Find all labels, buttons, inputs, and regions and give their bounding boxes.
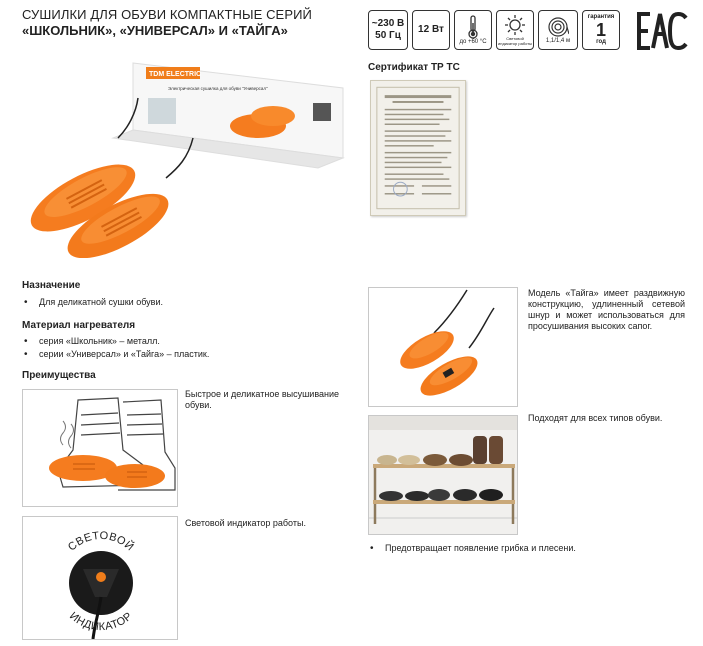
temperature-value: до +60 °С	[459, 38, 487, 45]
brand-text: TDM ELECTRIC	[149, 71, 202, 78]
warranty-value: 1	[595, 20, 606, 40]
material-heading: Материал нагревателя	[22, 320, 136, 331]
svg-text:СВЕТОВОЙ	[66, 530, 137, 554]
title-line-2: «ШКОЛЬНИК», «УНИВЕРСАЛ» И «ТАЙГА»	[22, 23, 288, 38]
thermometer-icon	[466, 15, 480, 39]
material-item: • серии «Универсал» и «Тайга» – пластик.	[22, 348, 209, 361]
cord-coil-icon	[547, 16, 569, 38]
material-item: • серия «Школьник» – металл.	[22, 335, 209, 348]
cord-value: 1,1/1,4 м	[545, 37, 571, 44]
product-box-image	[18, 58, 348, 258]
eac-logo	[636, 12, 688, 50]
warranty-label: гарантия	[587, 14, 615, 20]
indicator-label-top: СВЕТОВОЙ	[65, 529, 137, 554]
taiga-model-image	[368, 287, 518, 407]
temperature-spec	[454, 10, 492, 50]
fast-drying-caption: Быстрое и деликатное высушивание обуви.	[185, 389, 340, 410]
indicator-label-bottom: ИНДИКАТОР	[67, 609, 135, 634]
boots-illustration	[23, 390, 178, 507]
indicator-image	[22, 516, 178, 640]
purpose-list	[22, 296, 163, 309]
purpose-heading: Назначение	[22, 280, 81, 291]
all-shoes-caption: Подходят для всех типов обуви.	[528, 413, 663, 423]
indicator-caption: Световой индикатор работы.	[185, 518, 306, 528]
purpose-item: • Для деликатной сушки обуви.	[22, 296, 163, 309]
taiga-description: Модель «Тайга» имеет раздвижную конструкцию, удлиненный сетевой шнур и может использоваться для просушивания высоких сапог.	[528, 288, 685, 331]
title-line-1: СУШИЛКИ ДЛЯ ОБУВИ КОМПАКТНЫЕ СЕРИЙ	[22, 7, 312, 22]
fungus-list	[368, 542, 576, 555]
frequency-value: 50 Гц	[375, 30, 401, 41]
advantages-heading: Преимущества	[22, 370, 96, 381]
certificate-image	[370, 80, 466, 216]
shoe-rack-image	[368, 415, 518, 535]
light-indicator-icon	[504, 14, 526, 36]
voltage-spec	[368, 10, 408, 50]
box-caption: Электрическая сушилка для обуви "Универсал"	[168, 86, 268, 91]
boots-drying-image	[22, 389, 178, 507]
warranty-spec	[582, 10, 620, 50]
power-spec	[412, 10, 450, 50]
warranty-unit: год	[596, 39, 606, 45]
voltage-value: ~230 В	[371, 18, 405, 29]
certificate-title: Сертификат ТР ТС	[368, 62, 460, 73]
cord-spec	[538, 10, 578, 50]
indicator-spec	[496, 10, 534, 50]
indicator-spec-label: Световой индикатор работы	[498, 36, 532, 46]
material-list	[22, 335, 209, 361]
fungus-item: • Предотвращает появление грибка и плесени.	[368, 542, 576, 555]
page-title	[22, 7, 312, 39]
power-value: 12 Вт	[418, 24, 444, 35]
spec-icons-row	[368, 10, 620, 50]
